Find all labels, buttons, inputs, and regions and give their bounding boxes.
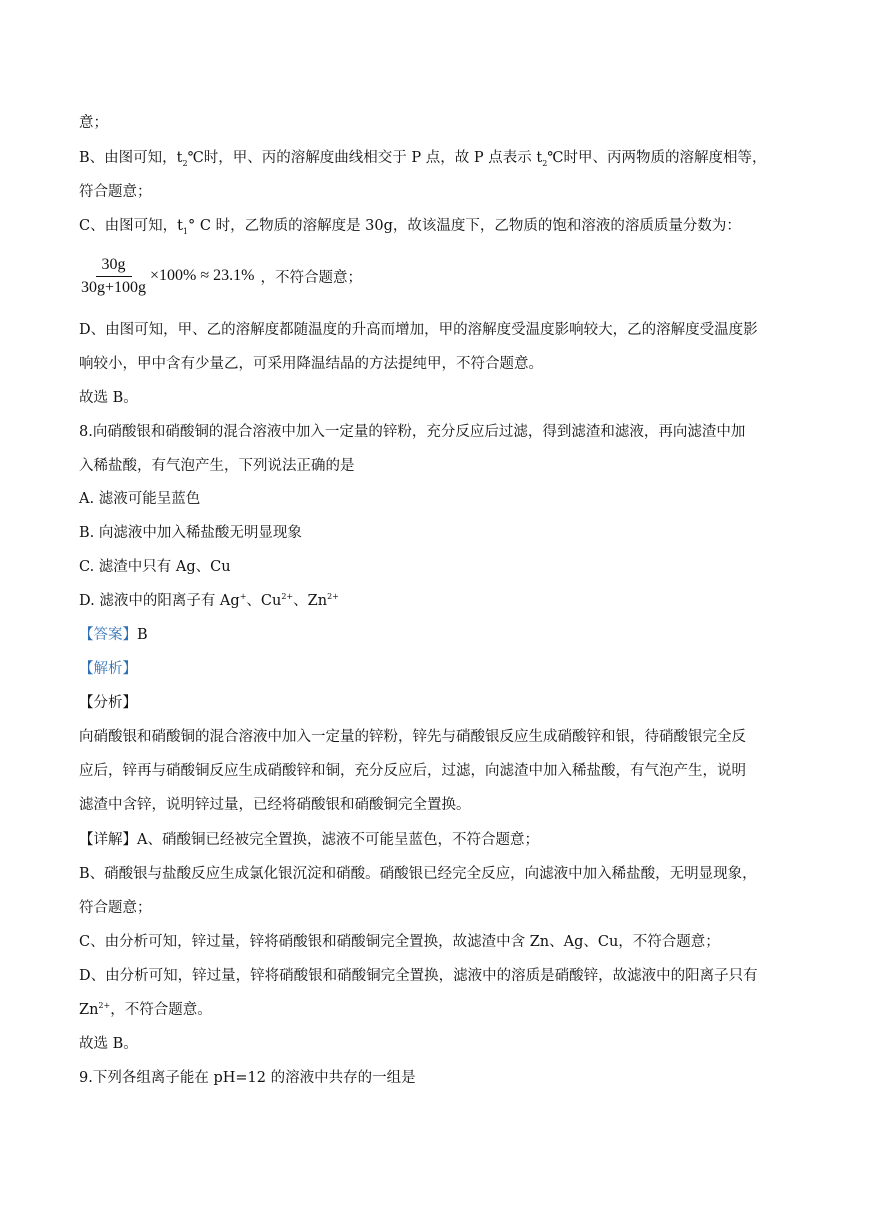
detail-d — [79, 966, 758, 986]
text-line — [79, 216, 741, 236]
question-8 — [79, 422, 745, 442]
fenxi-label: 【分析】 — [79, 695, 137, 711]
text: ℃时甲、丙两物质的溶解度相等， — [547, 150, 767, 166]
text: 8.向硝酸银和硝酸铜的混合溶液中加入一定量的锌粉，充分反应后过滤，得到滤渣和滤液，再向滤渣中加 — [79, 424, 746, 440]
fraction — [79, 256, 148, 297]
superscript: 2+ — [327, 592, 339, 602]
text-line — [79, 388, 138, 408]
text-line — [79, 898, 152, 918]
formula-result: ×100% ≈ 23.1% — [150, 267, 255, 284]
formula — [79, 252, 362, 300]
analysis-label: 【解析】 — [79, 661, 137, 677]
text: D、由分析可知，锌过量，锌将硝酸银和硝酸铜完全置换，滤液中的溶质是硝酸锌，故滤液中的阳离子只有 — [79, 968, 758, 984]
detail-b — [79, 864, 757, 884]
text-line — [79, 354, 543, 374]
text: 符合题意； — [79, 900, 152, 916]
text-line — [79, 795, 471, 815]
question-8-cont — [79, 456, 355, 476]
text: A、硝酸铜已经被完全置换，滤液不可能呈蓝色，不符合题意； — [137, 832, 539, 848]
answer-value: B — [137, 627, 148, 643]
analysis-heading — [79, 659, 137, 679]
text: Zn — [79, 1002, 99, 1018]
text-line — [79, 727, 746, 747]
text: 响较小，甲中含有少量乙，可采用降温结晶的方法提纯甲，不符合题意。 — [79, 356, 543, 372]
text: 故选 B。 — [79, 390, 138, 406]
text: B. 向滤液中加入稀盐酸无明显现象 — [79, 525, 302, 541]
text: C、由分析可知，锌过量，锌将硝酸银和硝酸铜完全置换，故滤渣中含 Zn、Ag、Cu，不符合题意； — [79, 934, 720, 950]
option-d — [79, 591, 339, 611]
superscript: 2+ — [281, 592, 294, 602]
text: 9.下列各组离子能在 pH=12 的溶液中共存的一组是 — [79, 1070, 416, 1086]
text: ，不符合题意； — [260, 269, 362, 286]
fraction-denominator: 30g+100g — [81, 278, 147, 296]
fenxi-heading — [79, 693, 137, 713]
text-line — [79, 182, 152, 202]
text: 意； — [79, 115, 108, 131]
text: B、硝酸银与盐酸反应生成氯化银沉淀和硝酸。硝酸银已经完全反应，向滤液中加入稀盐酸，无明显现象， — [79, 866, 757, 882]
text: 滤渣中含锌，说明锌过量，已经将硝酸银和硝酸铜完全置换。 — [79, 797, 471, 813]
text: D、由图可知，甲、乙的溶解度都随温度的升高而增加，甲的溶解度受温度影响较大，乙的溶解度受温度影 — [79, 322, 758, 338]
text-line — [79, 1034, 138, 1054]
superscript: 2+ — [98, 1001, 111, 1011]
subscript: 2 — [542, 158, 548, 168]
option-b — [79, 523, 302, 543]
text: 向硝酸银和硝酸铜的混合溶液中加入一定量的锌粉，锌先与硝酸银反应生成硝酸锌和银，待硝酸银完全反 — [79, 729, 746, 745]
text: 故选 B。 — [79, 1036, 138, 1052]
answer — [79, 625, 148, 645]
text-line — [79, 148, 767, 168]
text: 入稀盐酸，有气泡产生，下列说法正确的是 — [79, 458, 355, 474]
text: 、Zn — [293, 593, 328, 609]
detail-a — [79, 830, 539, 850]
text: ℃时，甲、丙的溶解度曲线相交于 P 点，故 P 点表示 t — [187, 150, 543, 166]
text: A. 滤液可能呈蓝色 — [79, 491, 201, 507]
superscript: + — [239, 592, 247, 602]
text-line — [79, 320, 758, 340]
text-line — [79, 113, 108, 133]
text: C、由图可知，t — [79, 218, 183, 234]
subscript: 1 — [182, 226, 189, 236]
detail-c — [79, 932, 720, 952]
question-9 — [79, 1068, 416, 1088]
text: 、Cu — [246, 593, 282, 609]
option-c — [79, 557, 231, 577]
answer-label: 【答案】 — [79, 627, 137, 643]
text: ，不符合题意。 — [110, 1002, 212, 1018]
subscript: 2 — [182, 158, 188, 168]
text: B、由图可知，t — [79, 150, 183, 166]
text: 符合题意； — [79, 184, 152, 200]
option-a — [79, 489, 200, 509]
text: D. 滤液中的阳离子有 Ag — [79, 593, 240, 609]
text-line — [79, 761, 746, 781]
text: 应后，锌再与硝酸铜反应生成硝酸锌和铜，充分反应后，过滤，向滤渣中加入稀盐酸，有气泡产生，说明 — [79, 763, 746, 779]
text: C. 滤渣中只有 Ag、Cu — [79, 559, 231, 575]
fraction-numerator: 30g — [96, 256, 132, 277]
detail-label: 【详解】 — [79, 832, 137, 848]
text: ° C 时，乙物质的溶解度是 30g，故该温度下，乙物质的饱和溶液的溶质质量分数为： — [188, 218, 741, 234]
text-line — [79, 1000, 212, 1020]
